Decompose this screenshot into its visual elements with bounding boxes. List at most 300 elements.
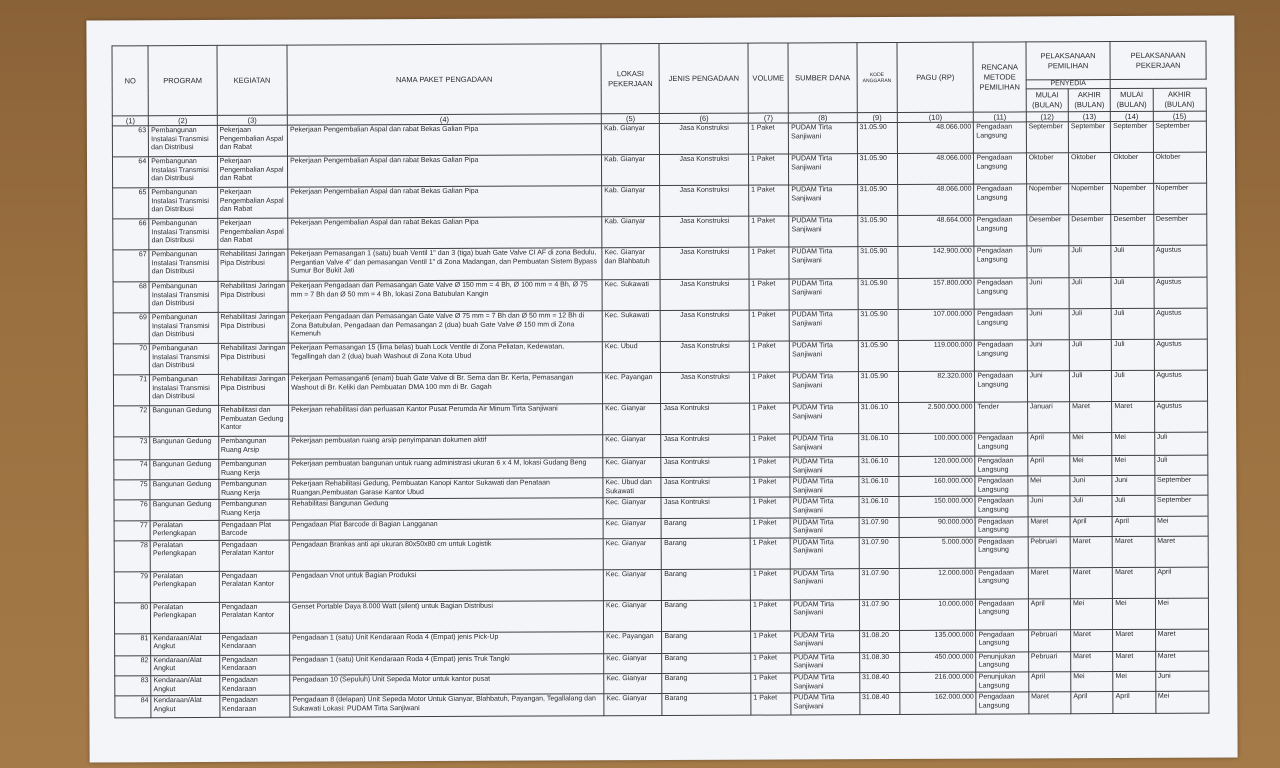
row-metode: Pengadaan Langsung — [975, 456, 1027, 476]
header-volume: VOLUME — [748, 43, 789, 113]
row-sumber-dana: PUDAM Tirta Sanjiwani — [789, 185, 858, 216]
row-mulai-pemilihan: Pebruari — [1028, 651, 1070, 671]
row-mulai-pemilihan: Pebruari — [1028, 629, 1070, 651]
row-mulai-pekerjaan: Juli — [1111, 308, 1153, 339]
table-row — [114, 401, 1208, 437]
row-pagu: 2.500.000.000 — [898, 402, 975, 433]
row-pagu: 450.000.000 — [900, 652, 977, 673]
row-mulai-pemilihan: April — [1028, 672, 1070, 692]
row-mulai-pekerjaan: Juni — [1112, 476, 1154, 496]
table-row — [113, 370, 1207, 406]
header-jenis: JENIS PENGADAAN — [659, 43, 748, 113]
row-lokasi: Kec. Gianyar dan Blahbatuh — [602, 248, 660, 280]
row-kode: 31.07.90 — [859, 599, 899, 630]
row-akhir-pemilihan: Mei — [1070, 456, 1112, 476]
row-sumber-dana: PUDAM Tirta Sanjiwani — [791, 693, 860, 715]
column-number: (12) — [1026, 112, 1068, 122]
row-nama-paket: Pekerjaan Pemasangan 1 (satu) buah Ventil 1" dan 3 (tiga) buah Gate Valve CI AF di zona Bedulu, Pergantian Valve 4" dan pemasangan Ventil 1" di Zona Madangan, dan Pembuatan Sistem Bypass Sumur Bor Bukit Jati — [288, 248, 602, 281]
row-kegiatan: Pengadaan Peralatan Kantor — [219, 602, 290, 633]
row-sumber-dana: PUDAM Tirta Sanjiwani — [789, 123, 858, 154]
row-nama-paket: Pengadaan Plat Barcode di Bagian Langganan — [289, 518, 603, 540]
row-akhir-pekerjaan: Agustus — [1154, 339, 1208, 370]
row-akhir-pemilihan: April — [1070, 516, 1112, 536]
row-akhir-pekerjaan: Mei — [1155, 598, 1209, 629]
column-number: (10) — [897, 112, 974, 122]
header-penyedia: PENYEDIA — [1026, 80, 1111, 89]
procurement-table — [111, 41, 1209, 719]
row-akhir-pekerjaan: Mei — [1155, 691, 1209, 713]
row-mulai-pekerjaan: Juli — [1111, 277, 1153, 308]
row-akhir-pekerjaan: Nopember — [1153, 183, 1207, 214]
row-no: 68 — [113, 282, 149, 313]
row-nama-paket: Pengadaan 10 (Sepuluh) Unit Sepeda Motor untuk kantor pusat — [290, 674, 604, 696]
row-kegiatan: Rehabilitasi Jaringan Pipa Distribusi — [218, 312, 289, 343]
row-akhir-pemilihan: Mei — [1070, 433, 1112, 456]
row-mulai-pekerjaan: September — [1111, 121, 1153, 152]
row-metode: Penunjukan Langsung — [976, 672, 1028, 692]
header-kegiatan: KEGIATAN — [217, 45, 288, 115]
row-volume: 1 Paket — [749, 185, 789, 216]
row-program: Bangunan Gedung — [150, 500, 219, 520]
row-akhir-pekerjaan: Agustus — [1153, 245, 1207, 277]
row-metode: Pengadaan Langsung — [974, 278, 1026, 309]
row-mulai-pemilihan: Nopember — [1026, 184, 1068, 215]
column-number: (14) — [1111, 111, 1153, 121]
row-program: Pembangunan Instalasi Transmisi dan Distribusi — [149, 312, 218, 343]
document-sheet — [86, 15, 1237, 762]
column-number: (5) — [601, 114, 659, 124]
column-number: (11) — [974, 112, 1026, 122]
row-kode: 31.05.90 — [858, 309, 898, 340]
row-nama-paket: Pekerjaan Pengembalian Aspal dan rabat Bekas Galian Pipa — [288, 186, 602, 218]
table-row — [112, 152, 1206, 188]
row-nama-paket: Pekerjaan Rehabilitasi Gedung, Pembuatan Kanopi Kantor Sukawati dan Penataan Ruangan,Pembuatan Garase Kantor Ubud — [289, 478, 603, 500]
row-volume: 1 Paket — [750, 434, 790, 457]
row-jenis: Barang — [662, 693, 751, 715]
row-mulai-pekerjaan: Maret — [1113, 651, 1155, 671]
row-volume: 1 Paket — [751, 631, 791, 653]
row-nama-paket: Rehabilitasi Bangunan Gedung — [289, 498, 603, 520]
row-mulai-pekerjaan: Juli — [1112, 370, 1154, 401]
column-number: (8) — [789, 113, 857, 123]
row-kegiatan: Rehabilitasi Jaringan Pipa Distribusi — [218, 374, 289, 405]
row-jenis: Jasa Konstruksi — [660, 123, 749, 154]
row-volume: 1 Paket — [750, 600, 790, 631]
row-pagu: 142.900.000 — [898, 246, 975, 278]
row-mulai-pekerjaan: Maret — [1112, 536, 1154, 567]
row-program: Pembangunan Instalasi Transmisi dan Distribusi — [149, 249, 218, 281]
row-pagu: 10.000.000 — [899, 599, 976, 630]
row-akhir-pekerjaan: Maret — [1155, 629, 1209, 651]
row-mulai-pekerjaan: April — [1113, 691, 1155, 713]
row-kegiatan: Pekerjaan Pengembalian Aspal dan Rabat — [217, 187, 288, 218]
row-jenis: Jasa Konstruksi — [660, 247, 749, 279]
row-lokasi: Kec. Gianyar — [603, 404, 661, 435]
row-akhir-pekerjaan: Desember — [1153, 214, 1207, 245]
row-mulai-pekerjaan: Juli — [1112, 339, 1154, 370]
row-mulai-pemilihan: Juni — [1027, 371, 1069, 402]
row-mulai-pekerjaan: Mei — [1112, 432, 1154, 455]
row-mulai-pekerjaan: April — [1112, 516, 1154, 536]
column-number: (2) — [149, 115, 217, 125]
row-kode: 31.05.90 — [857, 184, 897, 215]
row-pagu: 12.000.000 — [899, 568, 976, 599]
row-program: Pembangunan Instalasi Transmisi dan Distribusi — [149, 218, 218, 249]
row-no: 70 — [113, 344, 149, 375]
row-kegiatan: Pembangunan Ruang Kerja — [218, 459, 289, 479]
row-akhir-pekerjaan: Agustus — [1154, 401, 1208, 432]
header-nama-paket: NAMA PAKET PENGADAAN — [287, 44, 601, 115]
row-lokasi: Kec. Gianyar — [604, 694, 662, 716]
row-kode: 31.08.40 — [859, 693, 899, 715]
row-volume: 1 Paket — [750, 497, 790, 517]
row-akhir-pemilihan: Juli — [1069, 340, 1111, 371]
row-kegiatan: Pengadaan Plat Barcode — [219, 520, 290, 540]
column-number: (13) — [1068, 112, 1110, 122]
row-pagu: 216.000.000 — [900, 672, 977, 693]
row-no: 67 — [113, 250, 149, 282]
row-akhir-pemilihan: Juli — [1069, 371, 1111, 402]
row-mulai-pemilihan: Juni — [1027, 278, 1069, 309]
row-metode: Pengadaan Langsung — [974, 153, 1026, 184]
row-mulai-pekerjaan: Juli — [1111, 245, 1153, 277]
row-volume: 1 Paket — [749, 341, 789, 372]
row-akhir-pemilihan: Juli — [1069, 278, 1111, 309]
header-mulai-1: MULAI (BULAN) — [1026, 89, 1068, 112]
row-kode: 31.05.90 — [857, 215, 897, 246]
row-akhir-pemilihan: Desember — [1069, 215, 1111, 246]
row-nama-paket: Pekerjaan Pengadaan dan Pemasangan Gate Valve Ø 75 mm = 7 Bh dan Ø 50 mm = 12 Bh di Zona Batubulan, Pengadaan dan Pemasangan 2 (dua) buah Gate Valve Ø 150 mm di Zona Kemenuh — [288, 311, 602, 343]
row-jenis: Jasa Konstruksi — [660, 279, 749, 310]
row-lokasi: Kab. Gianyar — [602, 155, 660, 186]
header-no: NO — [112, 46, 149, 116]
row-lokasi: Kab. Gianyar — [602, 217, 660, 248]
row-sumber-dana: PUDAM Tirta Sanjiwani — [789, 247, 858, 279]
row-jenis: Jasa Kontruksi — [661, 434, 750, 457]
row-jenis: Barang — [662, 518, 751, 539]
row-no: 73 — [114, 437, 150, 460]
row-program: Kendaraan/Alat Angkut — [151, 675, 220, 695]
row-akhir-pemilihan: Juli — [1069, 309, 1111, 340]
row-akhir-pemilihan: Maret — [1070, 567, 1112, 598]
column-number: (6) — [660, 113, 749, 123]
row-kode: 31.07.90 — [859, 517, 899, 537]
row-akhir-pemilihan: Oktober — [1068, 153, 1110, 184]
row-mulai-pekerjaan: Juli — [1112, 496, 1154, 516]
row-lokasi: Kec. Gianyar — [603, 518, 661, 538]
row-sumber-dana: PUDAM Tirta Sanjiwani — [790, 497, 859, 517]
row-volume: 1 Paket — [751, 673, 791, 693]
row-no: 76 — [114, 500, 150, 520]
row-metode: Pengadaan Langsung — [975, 516, 1027, 536]
row-jenis: Jasa Konstruksi — [660, 154, 749, 185]
row-pagu: 150.000.000 — [899, 497, 976, 518]
row-jenis: Barang — [662, 600, 751, 631]
row-kegiatan: Rehabilitasi Jaringan Pipa Distribusi — [218, 343, 289, 374]
row-metode: Pengadaan Langsung — [976, 568, 1028, 599]
table-body — [112, 121, 1209, 718]
row-pagu: 160.000.000 — [899, 476, 976, 497]
row-mulai-pemilihan: April — [1027, 433, 1069, 456]
header-pelaksanaan-pemilihan: PELAKSANAAN PEMILIHAN — [1026, 42, 1111, 80]
row-volume: 1 Paket — [750, 538, 790, 569]
row-lokasi: Kec. Gianyar — [604, 653, 662, 673]
row-jenis: Jasa Konstruksi — [661, 310, 750, 341]
row-nama-paket: Pengadaan 8 (delapan) Unit Sepeda Motor Untuk Gianyar, Blahbatuh, Payangan, Tegallalang dan Sukawati Lokasi: PUDAM Tirta Sanjiwani — [290, 694, 604, 717]
row-lokasi: Kec. Gianyar — [604, 673, 662, 693]
row-akhir-pekerjaan: Juli — [1154, 455, 1208, 475]
row-akhir-pemilihan: Mei — [1071, 671, 1113, 691]
row-no: 78 — [114, 540, 150, 571]
row-program: Bangunan Gedung — [150, 459, 219, 479]
row-akhir-pekerjaan: Agustus — [1154, 277, 1208, 308]
row-kode: 31.07.90 — [859, 568, 899, 599]
row-akhir-pekerjaan: September — [1153, 121, 1207, 152]
column-number: (7) — [748, 113, 788, 123]
column-number: (1) — [112, 116, 148, 126]
row-mulai-pekerjaan: Nopember — [1111, 183, 1153, 214]
table-row — [113, 339, 1207, 375]
row-kode: 31.05.90 — [858, 371, 898, 402]
table-row — [115, 691, 1209, 718]
row-mulai-pemilihan: April — [1028, 598, 1070, 629]
row-mulai-pekerjaan: Maret — [1113, 567, 1155, 598]
row-program: Pembangunan Instalasi Transmisi dan Distribusi — [149, 125, 218, 156]
row-sumber-dana: PUDAM Tirta Sanjiwani — [790, 517, 859, 537]
row-program: Bangunan Gedung — [150, 480, 219, 500]
row-nama-paket: Pekerjaan Pengembalian Aspal dan rabat Bekas Galian Pipa — [287, 124, 601, 156]
row-akhir-pemilihan: April — [1071, 692, 1113, 714]
row-sumber-dana: PUDAM Tirta Sanjiwani — [790, 341, 859, 372]
row-volume: 1 Paket — [750, 457, 790, 477]
row-kode: 31.06.10 — [859, 477, 899, 497]
row-pagu: 48.664.000 — [898, 215, 975, 246]
table-row — [114, 567, 1208, 603]
row-akhir-pemilihan: Mei — [1070, 598, 1112, 629]
row-akhir-pekerjaan: Maret — [1155, 536, 1209, 567]
row-kegiatan: Pekerjaan Pengembalian Aspal dan Rabat — [217, 218, 288, 249]
row-sumber-dana: PUDAM Tirta Sanjiwani — [791, 599, 860, 630]
row-volume: 1 Paket — [749, 310, 789, 341]
row-volume: 1 Paket — [748, 123, 788, 154]
row-mulai-pemilihan: April — [1028, 456, 1070, 476]
row-sumber-dana: PUDAM Tirta Sanjiwani — [791, 568, 860, 599]
row-mulai-pemilihan: Pebruari — [1028, 536, 1070, 567]
row-akhir-pemilihan: Maret — [1071, 651, 1113, 671]
row-mulai-pemilihan: Oktober — [1026, 153, 1068, 184]
row-akhir-pekerjaan: Agustus — [1154, 370, 1208, 401]
row-mulai-pemilihan: September — [1026, 122, 1068, 153]
row-kode: 31.06.10 — [859, 497, 899, 517]
table-row — [113, 277, 1207, 313]
row-volume: 1 Paket — [748, 154, 788, 185]
row-program: Peralatan Perlengkapan — [151, 571, 220, 602]
row-kegiatan: Pekerjaan Pengembalian Aspal dan Rabat — [217, 125, 288, 156]
header-mulai-2: MULAI (BULAN) — [1110, 88, 1152, 111]
header-sumber-dana: SUMBER DANA — [788, 43, 857, 113]
row-volume: 1 Paket — [749, 279, 789, 310]
row-mulai-pekerjaan: Desember — [1111, 214, 1153, 245]
row-pagu: 157.800.000 — [898, 278, 975, 309]
row-metode: Pengadaan Langsung — [975, 340, 1027, 371]
row-jenis: Barang — [662, 569, 751, 600]
row-jenis: Jasa Kontruksi — [661, 477, 750, 498]
row-volume: 1 Paket — [750, 403, 790, 434]
row-no: 64 — [112, 157, 148, 188]
row-no: 77 — [114, 520, 150, 540]
row-kode: 31.08.30 — [859, 652, 899, 672]
row-pagu: 107.000.000 — [898, 309, 975, 340]
row-akhir-pemilihan: Maret — [1070, 536, 1112, 567]
row-mulai-pekerjaan: Mei — [1113, 598, 1155, 629]
row-akhir-pekerjaan: Oktober — [1153, 152, 1207, 183]
row-metode: Pengadaan Langsung — [976, 692, 1028, 714]
row-mulai-pemilihan: Mei — [1028, 476, 1070, 496]
row-kegiatan: Pengadaan Kendaraan — [219, 655, 290, 675]
row-pagu: 100.000.000 — [899, 433, 976, 456]
row-akhir-pemilihan: Maret — [1071, 629, 1113, 651]
row-nama-paket: Pengadaan 1 (satu) Unit Kendaraan Roda 4 (Empat) jenis Pick-Up — [290, 632, 604, 655]
row-pagu: 48.066.000 — [898, 184, 975, 215]
row-kegiatan: Pengadaan Kendaraan — [219, 675, 290, 695]
row-no: 72 — [114, 406, 150, 437]
row-kegiatan: Pembangunan Ruang Arsip — [218, 436, 289, 459]
row-akhir-pekerjaan: Juni — [1155, 671, 1209, 691]
row-kegiatan: Pengadaan Kendaraan — [219, 633, 290, 655]
row-pagu: 82.320.000 — [898, 371, 975, 402]
row-mulai-pemilihan: Juni — [1028, 496, 1070, 516]
row-akhir-pekerjaan: September — [1155, 495, 1209, 515]
row-no: 69 — [113, 313, 149, 344]
row-mulai-pemilihan: Juni — [1027, 246, 1069, 278]
row-program: Pembangunan Instalasi Transmisi dan Distribusi — [149, 187, 218, 218]
row-program: Kendaraan/Alat Angkut — [151, 696, 220, 718]
row-akhir-pemilihan: Juli — [1070, 496, 1112, 516]
row-program: Pembangunan Instalasi Transmisi dan Distribusi — [149, 281, 218, 312]
row-metode: Pengadaan Langsung — [976, 599, 1028, 630]
row-kegiatan: Rehabilitasi dan Pembuatan Gedung Kantor — [218, 405, 289, 436]
row-metode: Pengadaan Langsung — [974, 184, 1026, 215]
row-volume: 1 Paket — [749, 247, 789, 279]
row-sumber-dana: PUDAM Tirta Sanjiwani — [789, 216, 858, 247]
column-number: (4) — [287, 114, 601, 125]
row-pagu: 48.066.000 — [897, 122, 974, 153]
row-kegiatan: Pembangunan Ruang Kerja — [219, 500, 290, 520]
row-no: 84 — [115, 696, 151, 718]
row-volume: 1 Paket — [751, 693, 791, 715]
row-volume: 1 Paket — [750, 477, 790, 497]
table-row — [112, 121, 1206, 157]
row-metode: Pengadaan Langsung — [975, 476, 1027, 496]
row-kode: 31.06.10 — [858, 456, 898, 476]
row-jenis: Jasa Konstruksi — [661, 341, 750, 372]
row-sumber-dana: PUDAM Tirta Sanjiwani — [791, 652, 860, 672]
row-jenis: Barang — [662, 631, 751, 653]
row-lokasi: Kec. Payangan — [603, 373, 661, 404]
row-kegiatan: Pengadaan Peralatan Kantor — [219, 540, 290, 571]
row-kode: 31.05.90 — [857, 153, 897, 184]
row-kegiatan: Rehabilitasi Jaringan Pipa Distribusi — [218, 249, 289, 281]
row-nama-paket: Pekerjaan Pengembalian Aspal dan rabat Bekas Galian Pipa — [288, 217, 602, 249]
row-jenis: Jasa Konstruksi — [660, 185, 749, 216]
row-jenis: Jasa Kontruksi — [661, 497, 750, 518]
row-jenis: Barang — [662, 673, 751, 694]
row-program: Pembangunan Instalasi Transmisi dan Distribusi — [150, 343, 219, 374]
row-sumber-dana: PUDAM Tirta Sanjiwani — [789, 154, 858, 185]
row-lokasi: Kec. Gianyar — [604, 600, 662, 631]
row-kode: 31.08.20 — [859, 630, 899, 652]
row-lokasi: Kec. Payangan — [604, 631, 662, 653]
row-sumber-dana: PUDAM Tirta Sanjiwani — [789, 310, 858, 341]
row-lokasi: Kec. Ubud dan Sukawati — [603, 478, 661, 498]
row-sumber-dana: PUDAM Tirta Sanjiwani — [790, 457, 859, 477]
row-mulai-pemilihan: Juni — [1027, 340, 1069, 371]
row-akhir-pemilihan: Maret — [1070, 402, 1112, 433]
row-program: Bangunan Gedung — [150, 436, 219, 459]
row-nama-paket: Pekerjaan Pemasangan6 (enam) buah Gate Valve di Br. Sema dan Br. Kerta, Pemasangan Washout di Br. Keliki dan Pembuatan DMA 100 mm di Br. Gagah — [289, 373, 603, 405]
row-akhir-pekerjaan: Agustus — [1154, 308, 1208, 339]
row-kode: 31.06.10 — [858, 402, 898, 433]
row-mulai-pemilihan: Maret — [1028, 516, 1070, 536]
row-volume: 1 Paket — [749, 216, 789, 247]
row-pagu: 120.000.000 — [899, 456, 976, 477]
table-row — [113, 308, 1207, 344]
header-pagu: PAGU (RP) — [897, 42, 974, 112]
table-row — [113, 245, 1207, 282]
row-program: Pembangunan Instalasi Transmisi dan Distribusi — [149, 156, 218, 187]
row-volume: 1 Paket — [750, 518, 790, 538]
row-no: 74 — [114, 460, 150, 480]
row-nama-paket: Pekerjaan rehabilitasi dan perluasan Kantor Pusat Perumda Air Minum Tirta Sanjiwani — [289, 404, 603, 436]
row-mulai-pekerjaan: Oktober — [1111, 152, 1153, 183]
row-program: Peralatan Perlengkapan — [150, 520, 219, 540]
row-kode: 31.05.90 — [858, 340, 898, 371]
row-jenis: Barang — [662, 653, 751, 674]
row-nama-paket: Pekerjaan pembuatan ruang arsip penyimpanan dokumen aktif — [289, 435, 603, 459]
header-pelaksanaan-pekerjaan: PELAKSANAAN PEKERJAAN — [1110, 41, 1206, 79]
row-pagu: 5.000.000 — [899, 537, 976, 568]
row-kode: 31.07.90 — [859, 537, 899, 568]
row-metode: Pengadaan Langsung — [974, 246, 1026, 278]
row-sumber-dana: PUDAM Tirta Sanjiwani — [791, 630, 860, 652]
row-volume: 1 Paket — [750, 569, 790, 600]
row-lokasi: Kab. Gianyar — [601, 124, 659, 155]
row-akhir-pemilihan: Nopember — [1069, 184, 1111, 215]
row-akhir-pemilihan: September — [1068, 122, 1110, 153]
row-mulai-pekerjaan: Mei — [1112, 455, 1154, 475]
header-lokasi: LOKASI PEKERJAAN — [601, 44, 660, 114]
row-no: 63 — [112, 126, 148, 157]
row-sumber-dana: PUDAM Tirta Sanjiwani — [791, 673, 860, 693]
table-row — [114, 598, 1208, 634]
row-metode: Penunjukan Langsung — [976, 652, 1028, 672]
row-lokasi: Kec. Gianyar — [603, 538, 661, 569]
table-row — [113, 214, 1207, 250]
row-nama-paket: Pekerjaan Pengadaan dan Pemasangan Gate Valve Ø 150 mm = 4 Bh, Ø 100 mm = 4 Bh, Ø 75 mm = 7 Bh dan Ø 50 mm = 4 Bh, lokasi Zona Batubulan Kangin — [288, 280, 602, 312]
column-number: (15) — [1153, 111, 1206, 121]
row-sumber-dana: PUDAM Tirta Sanjiwani — [790, 403, 859, 434]
row-no: 82 — [115, 655, 151, 675]
row-jenis: Jasa Kontruksi — [661, 403, 750, 434]
row-program: Peralatan Perlengkapan — [150, 540, 219, 571]
row-nama-paket: Pekerjaan Pemasangan 15 (lima belas) buah Lock Ventile di Zona Peliatan, Kedewatan, Tegallingah dan 2 (dua) buah Washout di Zona Kota Ubud — [288, 342, 602, 374]
row-no: 81 — [115, 633, 151, 655]
header-akhir-1: AKHIR (BULAN) — [1068, 89, 1110, 112]
row-akhir-pemilihan: Juli — [1069, 246, 1111, 278]
row-sumber-dana: PUDAM Tirta Sanjiwani — [790, 537, 859, 568]
row-metode: Pengadaan Langsung — [974, 122, 1026, 153]
row-kegiatan: Rehabilitasi Jaringan Pipa Distribusi — [218, 281, 289, 312]
